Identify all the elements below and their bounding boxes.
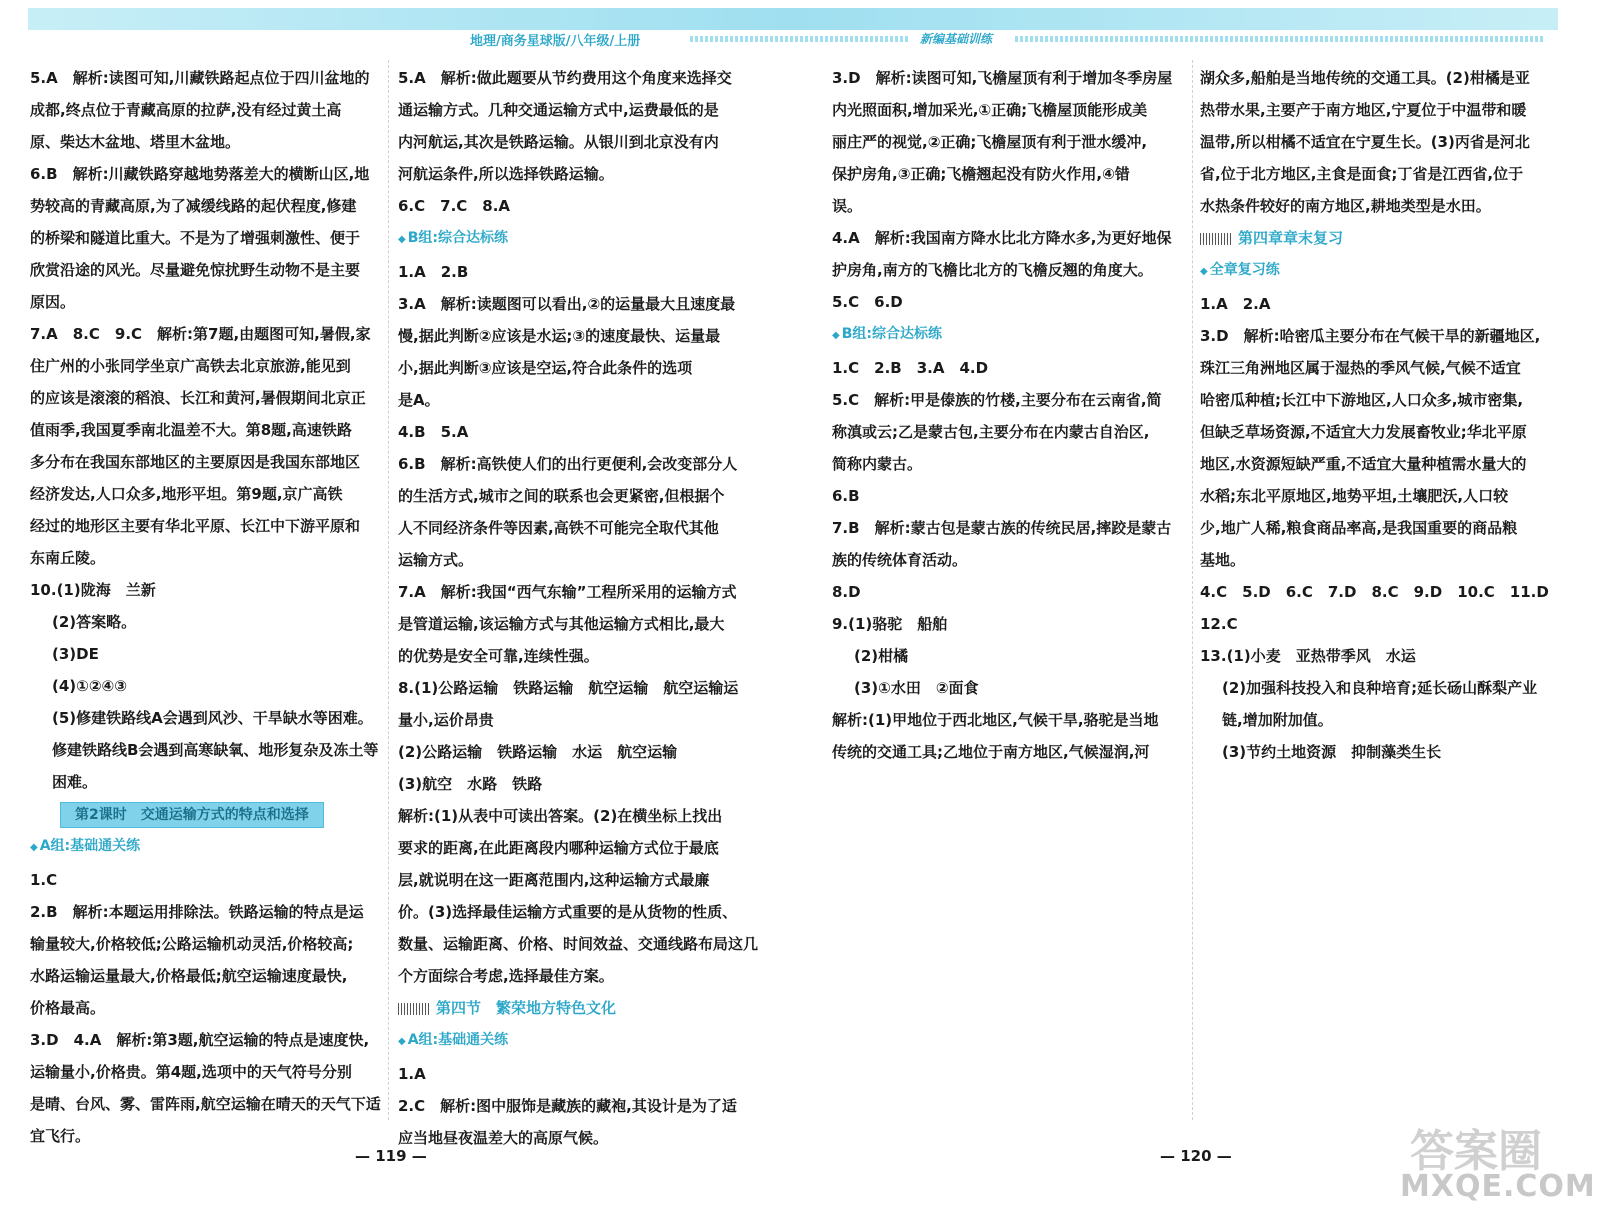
chapter-heading: 第四章章末复习	[1200, 222, 1570, 254]
answer-line: 的生活方式,城市之间的联系也会更紧密,但根据个	[398, 487, 725, 505]
answer-line: 要求的距离,在此距离段内哪种运输方式位于最底	[398, 839, 719, 857]
answer-line: 1.A	[398, 1065, 426, 1083]
answer-line: 修建铁路线B会遇到高寒缺氧、地形复杂及冻土等	[52, 741, 379, 759]
answer-line: 热带水果,主要产于南方地区,宁夏位于中温带和暖	[1200, 101, 1527, 119]
answer-line: (2)加强科技投入和良种培育;延长砀山酥梨产业	[1222, 679, 1538, 697]
answer-line: 的应该是滚滚的稻浪、长江和黄河,暑假期间北京正	[30, 389, 366, 407]
page-number-right: — 120 —	[1160, 1147, 1232, 1165]
answer-line: 水稻;东北平原地区,地势平坦,土壤肥沃,人口较	[1200, 487, 1509, 505]
answer-line: 称滇或云;乙是蒙古包,主要分布在内蒙古自治区,	[832, 423, 1150, 441]
answer-line: 2.B 解析:本题运用排除法。铁路运输的特点是运	[30, 903, 364, 921]
answer-line: 3.D 解析:哈密瓜主要分布在气候干旱的新疆地区,	[1200, 327, 1541, 345]
page-number-left: — 119 —	[355, 1147, 427, 1165]
answer-line: (5)修建铁路线A会遇到风沙、干旱缺水等困难。	[52, 709, 373, 727]
answer-line: 3.A 解析:读题图可以看出,②的运量最大且速度最	[398, 295, 736, 313]
answer-line: 10.(1)陇海 兰新	[30, 581, 156, 599]
answer-line: 保护房角,③正确;飞檐翘起没有防火作用,④错	[832, 165, 1130, 183]
column-3	[832, 62, 1197, 768]
answer-line: 是管道运输,该运输方式与其他运输方式相比,最大	[398, 615, 725, 633]
answer-line: 水路运输运量最大,价格最低;航空运输速度最快,	[30, 967, 348, 985]
answer-line: 运输量小,价格贵。第4题,选项中的天气符号分别	[30, 1063, 352, 1081]
watermark-logo: 答案圈	[1410, 1126, 1542, 1177]
answer-line: 河航运条件,所以选择铁路运输。	[398, 165, 614, 183]
answer-line: 价。(3)选择最佳运输方式重要的是从货物的性质、	[398, 903, 738, 921]
answer-line: 多分布在我国东部地区的主要原因是我国东部地区	[30, 453, 361, 471]
answer-line: 温带,所以柑橘不适宜在宁夏生长。(3)丙省是河北	[1200, 133, 1530, 151]
answer-line: 链,增加附加值。	[1222, 711, 1333, 729]
answer-line: 7.A 解析:我国“西气东输”工程所采用的运输方式	[398, 583, 737, 601]
answer-line: 1.A 2.A	[1200, 295, 1271, 313]
header-band	[28, 8, 1558, 30]
barcode-icon	[398, 1003, 430, 1015]
answer-line: 基地。	[1200, 551, 1246, 569]
answer-line: (3)①水田 ②面食	[854, 679, 979, 697]
header-stripe-right	[1015, 36, 1545, 42]
answer-line: 简称内蒙古。	[832, 455, 923, 473]
answer-line: (3)节约土地资源 抑制藻类生长	[1222, 743, 1442, 761]
answer-line: 族的传统体育活动。	[832, 551, 968, 569]
watermark	[1400, 1115, 1596, 1215]
column-divider-2	[1192, 60, 1193, 1120]
answer-line: 4.B 5.A	[398, 423, 469, 441]
answer-line: 少,地广人稀,粮食商品率高,是我国重要的商品粮	[1200, 519, 1518, 537]
answer-line: 4.C 5.D 6.C 7.D 8.C 9.D 10.C 11.D	[1200, 583, 1549, 601]
answer-line: 省,位于北方地区,主食是面食;丁省是江西省,位于	[1200, 165, 1524, 183]
header-stripe-left	[690, 36, 910, 42]
answer-line: 4.A 解析:我国南方降水比北方降水多,为更好地保	[832, 229, 1172, 247]
answer-line: 8.D	[832, 583, 861, 601]
answer-line: 慢,据此判断②应该是水运;③的速度最快、运量最	[398, 327, 721, 345]
watermark-site: MXQE.COM	[1400, 1169, 1596, 1204]
answer-line: (4)①②④③	[52, 677, 127, 695]
lesson-title-box: 第2课时 交通运输方式的特点和选择	[60, 802, 324, 828]
answer-line: 哈密瓜种植;长江中下游地区,人口众多,城市密集,	[1200, 391, 1524, 409]
answer-line: 3.D 解析:读图可知,飞檐屋顶有利于增加冬季房屋	[832, 69, 1173, 87]
answer-line: 欣赏沿途的风光。尽量避免惊扰野生动物不是主要	[30, 261, 361, 279]
answer-line: 6.B 解析:川藏铁路穿越地势落差大的横断山区,地	[30, 165, 370, 183]
answer-line: 7.B 解析:蒙古包是蒙古族的传统民居,摔跤是蒙古	[832, 519, 1172, 537]
answer-line: 个方面综合考虑,选择最佳方案。	[398, 967, 614, 985]
answer-line: 6.B	[832, 487, 860, 505]
answer-line: 原因。	[30, 293, 76, 311]
answer-line: 5.C 解析:甲是傣族的竹楼,主要分布在云南省,简	[832, 391, 1162, 409]
header-right-label: 新编基础训练	[920, 32, 993, 46]
lesson-title	[30, 798, 395, 830]
answer-line: 5.A 解析:做此题要从节约费用这个角度来选择交	[398, 69, 732, 87]
answer-line: 的优势是安全可靠,连续性强。	[398, 647, 599, 665]
answer-line: 湖众多,船舶是当地传统的交通工具。(2)柑橘是亚	[1200, 69, 1530, 87]
answer-line: 内河航运,其次是铁路运输。从银川到北京没有内	[398, 133, 719, 151]
answer-line: 经济发达,人口众多,地形平坦。第9题,京广高铁	[30, 485, 343, 503]
answer-line: 地区,水资源短缺严重,不适宜大量种植需水量大的	[1200, 455, 1527, 473]
answer-line: (2)公路运输 铁路运输 水运 航空运输	[398, 743, 678, 761]
answer-line: 但缺乏草场资源,不适宜大力发展畜牧业;华北平原	[1200, 423, 1527, 441]
answer-line: 误。	[832, 197, 863, 215]
answer-line: 1.C	[30, 871, 58, 889]
answer-line: 12.C	[1200, 615, 1238, 633]
section-heading: ◆ B组:综合达标练	[398, 222, 763, 256]
answer-line: 成都,终点位于青藏高原的拉萨,没有经过黄土高	[30, 101, 342, 119]
answer-line: 解析:(1)甲地位于西北地区,气候干旱,骆驼是当地	[832, 711, 1159, 729]
answer-line: 层,就说明在这一距离范围内,这种运输方式最廉	[398, 871, 710, 889]
section-heading: ◆ 全章复习练	[1200, 254, 1570, 288]
answer-line: 应当地昼夜温差大的高原气候。	[398, 1129, 609, 1147]
answer-line: (3)DE	[52, 645, 99, 663]
header-title: 地理/商务星球版/八年级/上册	[470, 34, 641, 49]
section-heading: ◆ A组:基础通关练	[398, 1024, 763, 1058]
answer-line: (3)航空 水路 铁路	[398, 775, 543, 793]
answer-line: 1.C 2.B 3.A 4.D	[832, 359, 989, 377]
answer-line: 住广州的小张同学坐京广高铁去北京旅游,能见到	[30, 357, 351, 375]
answer-line: 原、柴达木盆地、塔里木盆地。	[30, 133, 241, 151]
answer-line: 2.C 解析:图中服饰是藏族的藏袍,其设计是为了适	[398, 1097, 737, 1115]
answer-line: 9.(1)骆驼 船舶	[832, 615, 948, 633]
answer-line: 8.(1)公路运输 铁路运输 航空运输 航空运输运	[398, 679, 739, 697]
answer-line: (2)答案略。	[52, 613, 137, 631]
column-divider-1	[388, 60, 389, 1120]
answer-line: 量小,运价昂贵	[398, 711, 494, 729]
section-heading: ◆ A组:基础通关练	[30, 830, 395, 864]
answer-line: 6.C 7.C 8.A	[398, 197, 511, 215]
answer-line: 珠江三角洲地区属于湿热的季风气候,气候不适宜	[1200, 359, 1521, 377]
answer-line: 是A。	[398, 391, 440, 409]
answer-line: 3.D 4.A 解析:第3题,航空运输的特点是速度快,	[30, 1031, 370, 1049]
answer-line: 值雨季,我国夏季南北温差不大。第8题,高速铁路	[30, 421, 352, 439]
answer-line: 人不同经济条件等因素,高铁不可能完全取代其他	[398, 519, 719, 537]
column-2	[398, 62, 763, 1154]
answer-line: 输量较大,价格较低;公路运输机动灵活,价格较高;	[30, 935, 354, 953]
column-1	[30, 62, 395, 1152]
answer-line: 是晴、台风、雾、雷阵雨,航空运输在晴天的天气下适	[30, 1095, 381, 1113]
answer-line: 运输方式。	[398, 551, 474, 569]
answer-line: 1.A 2.B	[398, 263, 469, 281]
answer-line: 6.B 解析:高铁使人们的出行更便利,会改变部分人	[398, 455, 738, 473]
answer-line: (2)柑橘	[854, 647, 909, 665]
answer-line: 丽庄严的视觉,②正确;飞檐屋顶有利于泄水缓冲,	[832, 133, 1148, 151]
answer-line: 解析:(1)从表中可读出答案。(2)在横坐标上找出	[398, 807, 723, 825]
answer-line: 内光照面积,增加采光,①正确;飞檐屋顶能形成美	[832, 101, 1148, 119]
answer-line: 经过的地形区主要有华北平原、长江中下游平原和	[30, 517, 361, 535]
answer-line: 数量、运输距离、价格、时间效益、交通线路布局这几	[398, 935, 759, 953]
answer-line: 7.A 8.C 9.C 解析:第7题,由题图可知,暑假,家	[30, 325, 371, 343]
answer-line: 东南丘陵。	[30, 549, 106, 567]
answer-line: 5.A 解析:读图可知,川藏铁路起点位于四川盆地的	[30, 69, 370, 87]
chapter-heading: 第四节 繁荣地方特色文化	[398, 992, 763, 1024]
answer-line: 的桥梁和隧道比重大。不是为了增强刺激性、便于	[30, 229, 361, 247]
answer-line: 势较高的青藏高原,为了减缓线路的起伏程度,修建	[30, 197, 357, 215]
answer-line: 水热条件较好的南方地区,耕地类型是水田。	[1200, 197, 1491, 215]
answer-line: 价格最高。	[30, 999, 106, 1017]
answer-line: 宜飞行。	[30, 1127, 91, 1145]
answer-line: 传统的交通工具;乙地位于南方地区,气候湿润,河	[832, 743, 1150, 761]
answer-line: 5.C 6.D	[832, 293, 903, 311]
answer-line: 通运输方式。几种交通运输方式中,运费最低的是	[398, 101, 719, 119]
column-4	[1200, 62, 1570, 768]
answer-line: 13.(1)小麦 亚热带季风 水运	[1200, 647, 1416, 665]
section-heading: ◆ B组:综合达标练	[832, 318, 1197, 352]
answer-line: 小,据此判断③应该是空运,符合此条件的选项	[398, 359, 693, 377]
answer-line: 困难。	[52, 773, 98, 791]
answer-line: 护房角,南方的飞檐比北方的飞檐反翘的角度大。	[832, 261, 1153, 279]
barcode-icon	[1200, 233, 1232, 245]
